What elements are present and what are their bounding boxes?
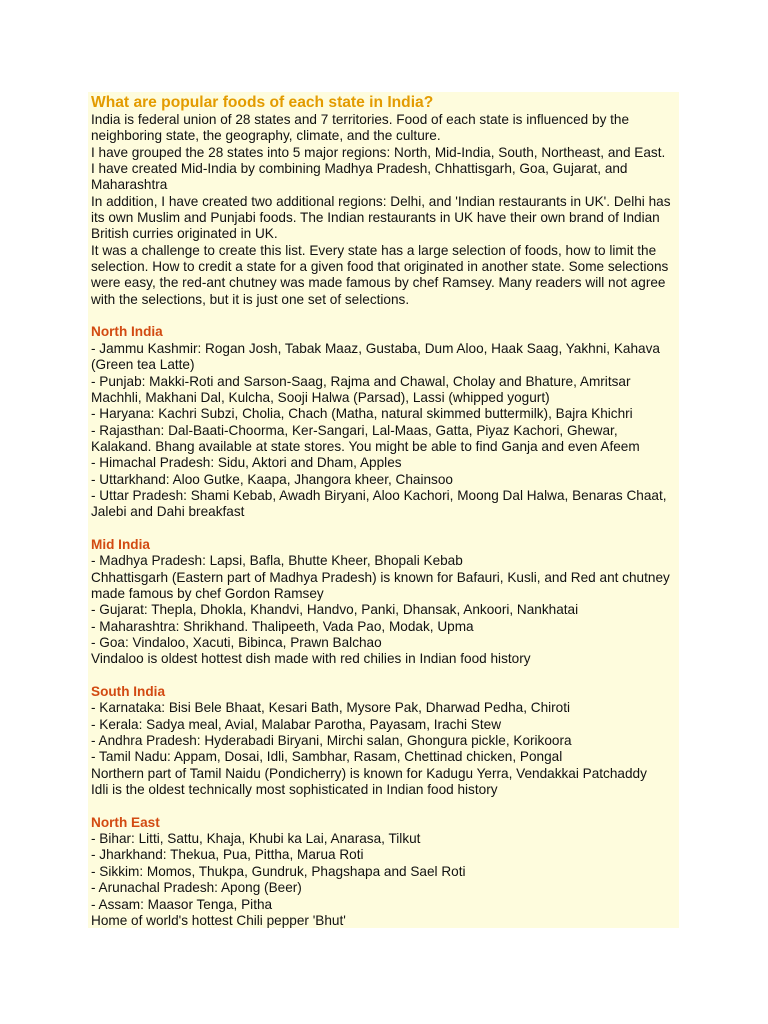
intro-paragraph: In addition, I have created two additional regions: Delhi, and 'Indian restaurants in UK'. Delhi has its own Muslim and Punjabi foods. The Indian restaurants in UK have their own brand of Indian British curries originated in UK. [91,193,671,242]
intro-block [91,112,679,308]
intro-paragraph: It was a challenge to create this list. Every state has a large selection of foods, how to limit the selection. How to credit a state for a given food that originated in another state. Some selections were easy, the red-ant chutney was made famous by chef Ramsey. Many readers will not agree with the selections, but it is just one set of selections. [91,242,669,307]
page-title: What are popular foods of each state in India? [91,94,434,111]
food-list-item: - Uttarkhand: Aloo Gutke, Kaapa, Jhangora kheer, Chainsoo [91,471,453,487]
food-list-item: - Haryana: Kachri Subzi, Cholia, Chach (Matha, natural skimmed buttermilk), Bajra Khichri [91,406,633,422]
section-north-india [91,324,679,520]
food-list-item: - Rajasthan: Dal-Baati-Choorma, Ker-Sangari, Lal-Maas, Gatta, Piyaz Kachori, Ghewar, Kalakand. Bhang available at state stores. You might be able to find Ganja and even Afeem [91,422,640,454]
food-list-item: - Himachal Pradesh: Sidu, Aktori and Dham, Apples [91,455,402,471]
food-list-item: Idli is the oldest technically most sophisticated in Indian food history [91,782,498,798]
food-list-item: Chhattisgarh (Eastern part of Madhya Pradesh) is known for Bafauri, Kusli, and Red ant chutney made famous by chef Gordon Ramsey [91,569,670,601]
intro-paragraph: India is federal union of 28 states and 7 territories. Food of each state is influenced by the neighboring state, the geography, climate, and the culture. [91,112,630,144]
food-list-item: - Arunachal Pradesh: Apong (Beer) [91,880,302,896]
section-heading: North India [91,324,163,340]
section-heading: Mid India [91,536,150,552]
food-list-item: - Jammu Kashmir: Rogan Josh, Tabak Maaz, Gustaba, Dum Aloo, Haak Saag, Yakhni, Kahava (Green tea Latte) [91,340,660,373]
food-list-item: Vindaloo is oldest hottest dish made with red chilies in Indian food history [91,651,531,667]
food-list-item: - Sikkim: Momos, Thukpa, Gundruk, Phagshapa and Sael Roti [91,863,466,879]
intro-paragraph: I have grouped the 28 states into 5 major regions: North, Mid-India, South, Northeast, and East. [91,144,666,160]
food-list-item: - Tamil Nadu: Appam, Dosai, Idli, Sambhar, Rasam, Chettinad chicken, Pongal [91,749,563,765]
food-list-item: - Andhra Pradesh: Hyderabadi Biryani, Mirchi salan, Ghongura pickle, Korikoora [91,733,572,749]
food-list-item: - Karnataka: Bisi Bele Bhaat, Kesari Bath, Mysore Pak, Dharwad Pedha, Chiroti [91,700,571,716]
food-list-item: - Jharkhand: Thekua, Pua, Pittha, Marua Roti [91,847,364,863]
food-list-item: - Goa: Vindaloo, Xacuti, Bibinca, Prawn Balchao [91,635,382,650]
food-list-item: - Punjab: Makki-Roti and Sarson-Saag, Rajma and Chawal, Cholay and Bhature, Amritsar Machhli, Makhani Dal, Kulcha, Sooji Halwa (Parsad), Lassi (whipped yogurt) [91,373,631,405]
food-list-item: - Bihar: Litti, Sattu, Khaja, Khubi ka Lai, Anarasa, Tilkut [91,831,421,847]
food-list-item: - Kerala: Sadya meal, Avial, Malabar Parotha, Payasam, Irachi Stew [91,716,502,732]
food-list-item: - Maharashtra: Shrikhand. Thalipeeth, Vada Pao, Modak, Upma [91,618,474,634]
food-list-item: Home of world's hottest Chili pepper 'Bhut' [91,912,346,928]
intro-paragraph: I have created Mid-India by combining Madhya Pradesh, Chhattisgarh, Goa, Gujarat, and Maharashtra [91,161,628,193]
document-page [88,92,679,928]
section-south-india [91,684,679,798]
section-heading: South India [91,684,166,700]
food-list-item: - Madhya Pradesh: Lapsi, Bafla, Bhutte Kheer, Bhopali Kebab [91,553,463,569]
food-list-item: - Uttar Pradesh: Shami Kebab, Awadh Biryani, Aloo Kachori, Moong Dal Halwa, Benaras Chaat, Jalebi and Dahi breakfast [91,487,667,520]
food-list-item: Northern part of Tamil Naidu (Pondicherry) is known for Kadugu Yerra, Vendakkai Patchaddy [91,765,647,781]
food-list-item: - Gujarat: Thepla, Dhokla, Khandvi, Handvo, Panki, Dhansak, Ankoori, Nankhatai [91,602,579,618]
food-list-item: - Assam: Maasor Tenga, Pitha [91,896,273,912]
section-mid-india [91,537,679,668]
section-heading: North East [91,814,160,830]
section-north-east [91,815,679,929]
